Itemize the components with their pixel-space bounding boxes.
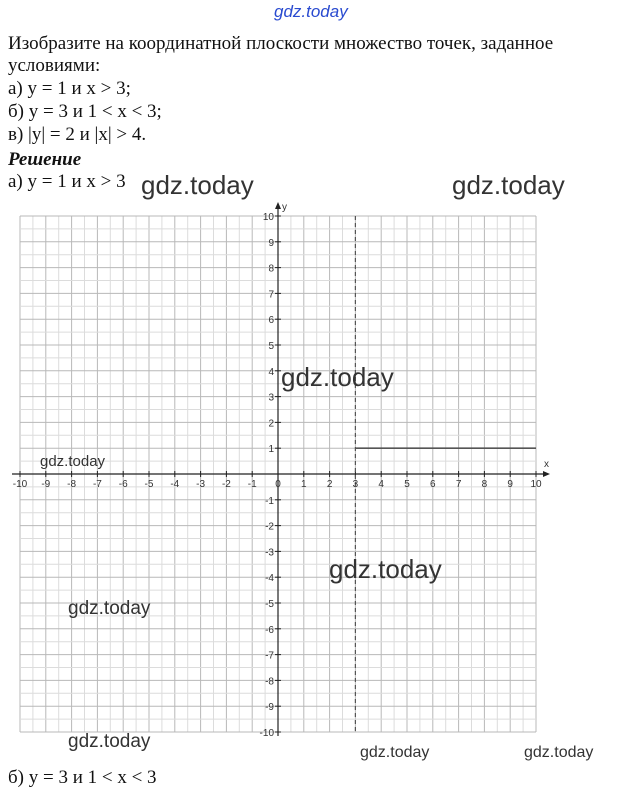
x-tick-label: 4 — [378, 479, 384, 490]
x-tick-label: -4 — [170, 479, 180, 490]
x-tick-label: -1 — [247, 479, 257, 490]
x-tick-label: -5 — [144, 479, 154, 490]
x-tick-label: 6 — [430, 479, 436, 490]
y-tick-label: -5 — [265, 599, 274, 610]
x-tick-label: -10 — [12, 479, 28, 490]
y-tick-label: 9 — [268, 237, 274, 249]
y-tick-label: 7 — [268, 289, 274, 301]
y-tick-label: 1 — [268, 444, 274, 456]
y-tick-label: 6 — [268, 315, 274, 327]
y-tick-label: 3 — [268, 392, 274, 404]
y-tick-label: -9 — [265, 702, 274, 714]
y-tick-label: -2 — [265, 521, 274, 533]
watermark-8: gdz.today — [360, 744, 430, 761]
watermark-6: gdz.today — [68, 598, 151, 619]
solution-heading: Решение — [8, 149, 82, 170]
y-tick-label: -10 — [259, 728, 274, 739]
y-tick-label: -6 — [265, 624, 274, 636]
y-tick-label: 8 — [268, 263, 274, 275]
x-tick-label: -7 — [92, 479, 102, 490]
task-text-line2: условиями: — [8, 55, 101, 76]
y-tick-label: 2 — [268, 418, 274, 430]
solution-part-a: а) y = 1 и x > 3 — [8, 171, 126, 192]
tick-labels — [13, 202, 549, 739]
x-tick-label: 5 — [404, 479, 410, 490]
x-tick-label: -6 — [118, 479, 128, 490]
y-tick-label: -8 — [265, 676, 274, 688]
y-tick-label: -3 — [265, 547, 274, 559]
y-axis-arrow — [275, 202, 281, 209]
x-tick-label: -2 — [221, 479, 231, 490]
watermark-top: gdz.today — [274, 2, 348, 21]
y-tick-label: -7 — [265, 650, 274, 662]
watermark-1: gdz.today — [141, 170, 254, 200]
watermark-5: gdz.today — [329, 554, 442, 584]
x-tick-label: 2 — [326, 479, 333, 490]
x-tick-label: 3 — [352, 479, 359, 490]
y-tick-label: -1 — [265, 495, 274, 507]
y-axis-label: y — [282, 202, 287, 213]
watermark-2: gdz.today — [452, 170, 565, 200]
solution-part-b: б) y = 3 и 1 < x < 3 — [8, 767, 157, 788]
x-tick-label: 1 — [301, 479, 307, 490]
watermark-7: gdz.today — [68, 731, 151, 752]
y-tick-label: 4 — [268, 366, 274, 378]
y-tick-label: 10 — [262, 212, 274, 223]
x-axis-arrow — [543, 471, 550, 477]
watermark-4: gdz.today — [40, 453, 106, 470]
y-tick-label: -4 — [265, 573, 274, 585]
task-item-c: в) |y| = 2 и |x| > 4. — [8, 124, 147, 145]
x-tick-label: 10 — [530, 479, 542, 490]
x-tick-label: 9 — [507, 479, 513, 490]
x-tick-label: 7 — [455, 479, 462, 490]
x-axis-label: x — [544, 459, 549, 470]
y-tick-label: 5 — [268, 341, 274, 352]
x-tick-label: -9 — [41, 479, 51, 490]
watermark-9: gdz.today — [524, 744, 594, 761]
task-item-b: б) y = 3 и 1 < x < 3; — [8, 101, 162, 122]
x-tick-label: 0 — [275, 479, 281, 490]
x-tick-label: -3 — [196, 479, 206, 490]
task-item-a: а) y = 1 и x > 3; — [8, 78, 131, 99]
x-tick-label: -8 — [67, 479, 77, 490]
x-tick-label: 8 — [481, 479, 488, 490]
watermark-3: gdz.today — [281, 362, 394, 392]
task-text-line1: Изобразите на координатной плоскости множество точек, заданное — [8, 33, 554, 54]
